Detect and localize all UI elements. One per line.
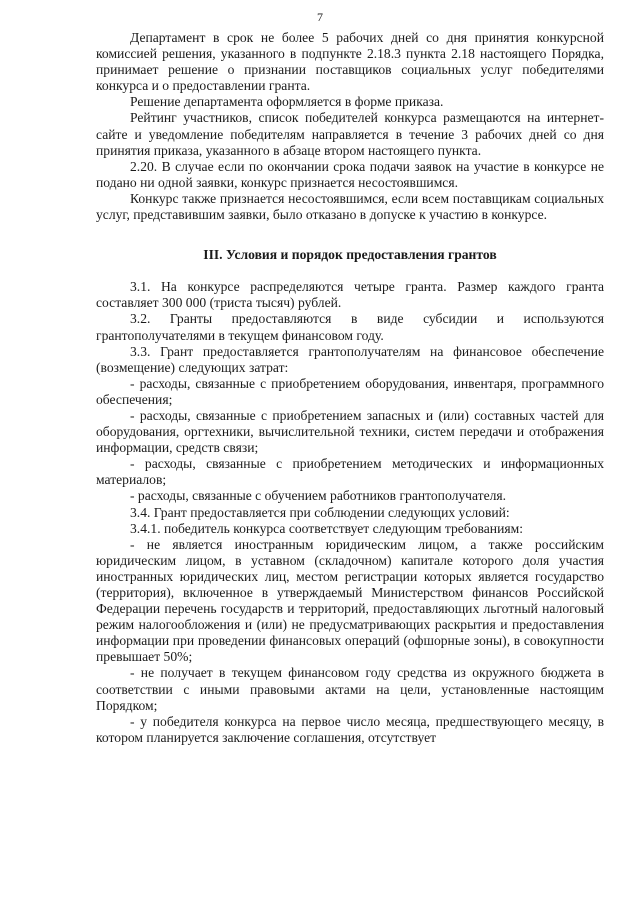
list-item: - не получает в текущем финансовом году средства из окружного бюджета в соответствии с иными правовыми актами на цели, установленные настоящим Порядком; [96,665,604,713]
paragraph: 3.4.1. победитель конкурса соответствует следующим требованиям: [130,520,523,536]
list-item: - расходы, связанные с приобретением оборудования, инвентаря, программного обеспечения; [96,375,604,407]
list-item: - расходы, связанные с приобретением методических и информационных материалов; [96,456,604,488]
paragraph: 3.4. Грант предоставляется при соблюдении следующих условий: [130,504,510,520]
list-item: - расходы, связанные с обучением работников грантополучателя. [130,488,507,504]
list-item: - у победителя конкурса на первое число месяца, предшествующего месяцу, в котором планируется заключение соглашения, отсутствует [96,713,604,745]
paragraph: Решение департамента оформляется в форме приказа. [130,94,444,110]
paragraph: 3.1. На конкурсе распределяются четыре гранта. Размер каждого гранта составляет 300 000 (триста тысяч) рублей. [96,279,604,311]
paragraph: Конкурс также признается несостоявшимся, если всем поставщикам социальных услуг, представившим заявки, было отказано в допуске к участию в конкурсе. [96,190,604,223]
list-item: - расходы, связанные с приобретением запасных и (или) составных частей для оборудования, оргтехники, вычислительной техники, систем передачи и отображения информации, средств связи; [96,407,604,456]
paragraph: 2.20. В случае если по окончании срока подачи заявок на участие в конкурсе не подано ни одной заявки, конкурс признается несостоявшимся. [96,158,604,190]
page-number: 7 [317,10,323,24]
list-item: - не является иностранным юридическим лицом, а также российским юридическим лицом, в уставном (складочном) капитале которого доля участия иностранных юридических лиц, местом регистрации которых является государство (территория), включенное в утверждаемый Министерством финансов Российской Федерации перечень государств и территорий, предоставляющих льготный налоговый режим налогообложения и (или) не предусматривающих раскрытия и предоставления информации при проведении финансовых операций (офшорные зоны), в совокупности превышает 50%; [96,536,604,665]
paragraph: 3.3. Грант предоставляется грантополучателям на финансовое обеспечение (возмещение) следующих затрат: [96,343,604,375]
paragraph: Рейтинг участников, список победителей конкурса размещаются на интернет-сайте и уведомление победителям направляется в течение 3 рабочих дней со дня принятия приказа, указанного в абзаце втором настоящего пункта. [96,110,604,158]
document-body [96,30,604,746]
paragraph: 3.2. Гранты предоставляются в виде субсидии и используются грантополучателями в текущем финансовом году. [96,311,604,343]
paragraph: Департамент в срок не более 5 рабочих дней со дня принятия конкурсной комиссией решения, указанного в подпункте 2.18.3 пункта 2.18 настоящего Порядка, принимает решение о признании поставщиков социальных услуг победителями конкурса и о предоставлении гранта. [96,30,604,94]
section-heading: III. Условия и порядок предоставления грантов [203,247,497,263]
